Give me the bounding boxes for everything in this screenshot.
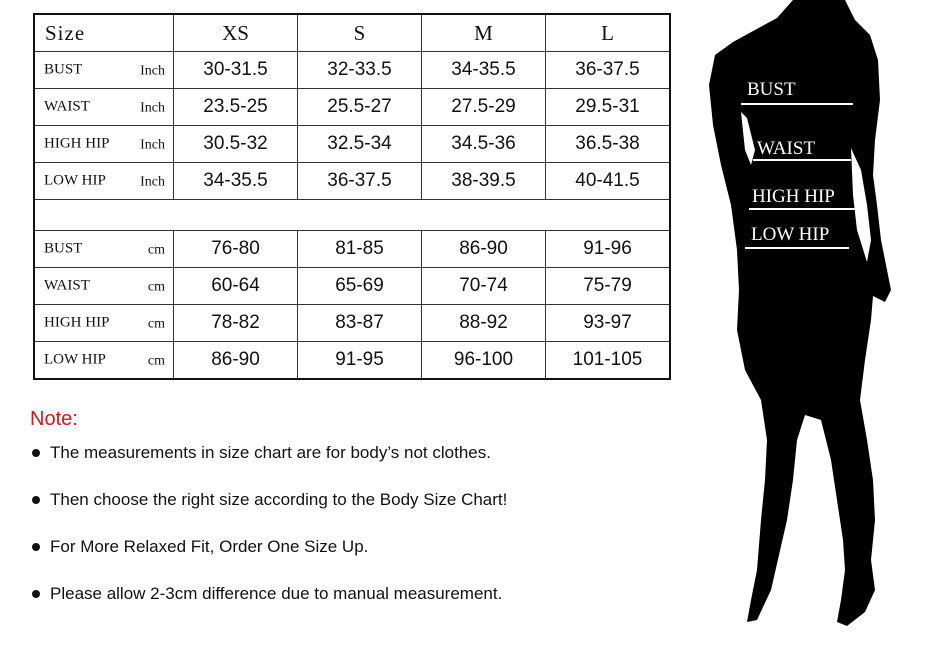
- row-unit-label: Inch: [140, 63, 165, 79]
- waist-label: WAIST: [757, 138, 816, 159]
- table-cell: 34-35.5: [174, 163, 298, 200]
- note-text: The measurements in size chart are for body’s not clothes.: [50, 443, 491, 462]
- table-row: [34, 52, 670, 89]
- table-header-row: [34, 14, 670, 52]
- table-cell: 60-64: [174, 268, 298, 305]
- row-unit-label: cm: [147, 242, 165, 258]
- bullet-icon: [32, 449, 40, 457]
- row-unit-label: cm: [147, 353, 165, 369]
- note-item: [30, 443, 507, 490]
- body-silhouette: [695, 0, 939, 642]
- note-item: [30, 584, 507, 631]
- high-hip-label: HIGH HIP: [752, 186, 835, 207]
- table-row: [34, 305, 670, 342]
- table-cell: 101-105: [546, 342, 671, 380]
- notes-title: Note:: [30, 408, 78, 430]
- table-cell: 91-96: [546, 231, 671, 268]
- size-chart-table: [33, 13, 671, 380]
- row-measure-label: LOW HIP: [44, 172, 106, 189]
- row-unit-label: cm: [147, 279, 165, 295]
- bullet-icon: [32, 590, 40, 598]
- table-cell: 88-92: [422, 305, 546, 342]
- table-cell: 23.5-25: [174, 89, 298, 126]
- table-cell: 93-97: [546, 305, 671, 342]
- table-row: [34, 231, 670, 268]
- bust-label: BUST: [747, 79, 796, 100]
- size-header-l: L: [546, 14, 671, 52]
- table-spacer-row: [34, 200, 670, 231]
- notes-section: [30, 408, 507, 631]
- table-cell: 32-33.5: [298, 52, 422, 89]
- size-header-m: M: [422, 14, 546, 52]
- low-hip-label: LOW HIP: [751, 224, 830, 245]
- table-cell: 81-85: [298, 231, 422, 268]
- table-cell: 30-31.5: [174, 52, 298, 89]
- table-cell: 32.5-34: [298, 126, 422, 163]
- row-unit-label: Inch: [140, 174, 165, 190]
- size-header-label: Size: [34, 14, 174, 52]
- table-cell: 65-69: [298, 268, 422, 305]
- table-cell: 36.5-38: [546, 126, 671, 163]
- table-cell: 70-74: [422, 268, 546, 305]
- body-silhouette-icon: [695, 0, 939, 642]
- table-cell: 86-90: [174, 342, 298, 380]
- row-measure-label: BUST: [44, 240, 83, 257]
- table-cell: 36-37.5: [546, 52, 671, 89]
- table-cell: 76-80: [174, 231, 298, 268]
- row-measure-label: HIGH HIP: [44, 135, 110, 152]
- bullet-icon: [32, 496, 40, 504]
- table-cell: 75-79: [546, 268, 671, 305]
- row-unit-label: Inch: [140, 137, 165, 153]
- table-cell: 27.5-29: [422, 89, 546, 126]
- table-cell: 34-35.5: [422, 52, 546, 89]
- row-unit-label: cm: [147, 316, 165, 332]
- table-cell: 78-82: [174, 305, 298, 342]
- note-text: Please allow 2-3cm difference due to manual measurement.: [50, 584, 503, 603]
- table-cell: 25.5-27: [298, 89, 422, 126]
- table-cell: 29.5-31: [546, 89, 671, 126]
- table-cell: 91-95: [298, 342, 422, 380]
- row-measure-label: LOW HIP: [44, 351, 106, 368]
- table-cell: 40-41.5: [546, 163, 671, 200]
- note-text: Then choose the right size according to the Body Size Chart!: [50, 490, 508, 509]
- table-cell: 86-90: [422, 231, 546, 268]
- row-measure-label: BUST: [44, 61, 83, 78]
- high-hip-line: [749, 208, 855, 210]
- size-header-s: S: [298, 14, 422, 52]
- table-cell: 38-39.5: [422, 163, 546, 200]
- note-item: [30, 537, 507, 584]
- table-cell: 83-87: [298, 305, 422, 342]
- table-row: [34, 342, 670, 380]
- bust-line: [741, 103, 853, 105]
- low-hip-line: [745, 247, 849, 249]
- note-item: [30, 490, 507, 537]
- row-unit-label: Inch: [140, 100, 165, 116]
- table-row: [34, 268, 670, 305]
- table-cell: 34.5-36: [422, 126, 546, 163]
- table-row: [34, 163, 670, 200]
- size-header-xs: XS: [174, 14, 298, 52]
- table-row: [34, 126, 670, 163]
- table-row: [34, 89, 670, 126]
- row-measure-label: HIGH HIP: [44, 314, 110, 331]
- bullet-icon: [32, 543, 40, 551]
- table-cell: 36-37.5: [298, 163, 422, 200]
- row-measure-label: WAIST: [44, 98, 90, 115]
- table-cell: 96-100: [422, 342, 546, 380]
- table-cell: 30.5-32: [174, 126, 298, 163]
- note-text: For More Relaxed Fit, Order One Size Up.: [50, 537, 369, 556]
- row-measure-label: WAIST: [44, 277, 90, 294]
